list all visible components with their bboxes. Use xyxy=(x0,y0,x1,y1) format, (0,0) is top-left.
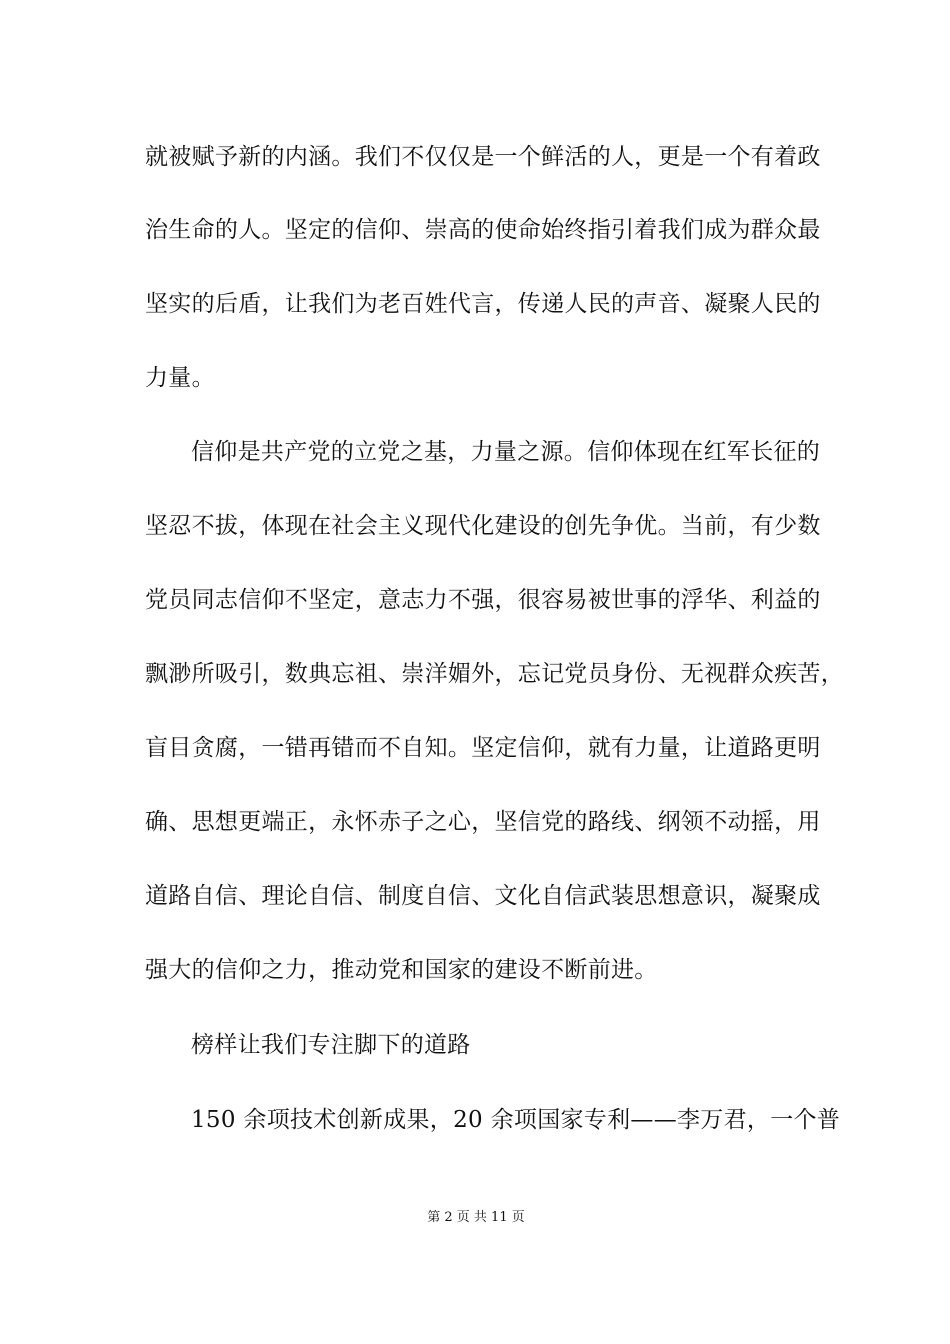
paragraph-first-line: 150 余项技术创新成果，20 余项国家专利——李万君，一个普 xyxy=(191,1107,841,1133)
body-text-line: 就被赋予新的内涵。我们不仅仅是一个鲜活的人，更是一个有着政 xyxy=(145,144,821,170)
page-footer xyxy=(0,1209,950,1227)
body-text-line: 力量。 xyxy=(145,365,215,391)
page-number: 第 2 页 共 11 页 xyxy=(427,1210,525,1225)
body-text-line: 坚实的后盾，让我们为老百姓代言，传递人民的声音、凝聚人民的 xyxy=(145,291,821,317)
section-heading: 榜样让我们专注脚下的道路 xyxy=(191,1032,471,1058)
paragraph-first-line: 信仰是共产党的立党之基，力量之源。信仰体现在红军长征的 xyxy=(191,439,821,465)
body-text-line: 确、思想更端正，永怀赤子之心，坚信党的路线、纲领不动摇，用 xyxy=(145,809,821,835)
body-text-line: 道路自信、理论自信、制度自信、文化自信武装思想意识，凝聚成 xyxy=(145,883,821,909)
body-text-line: 盲目贪腐，一错再错而不自知。坚定信仰，就有力量，让道路更明 xyxy=(145,735,821,761)
body-text-line: 坚忍不拔，体现在社会主义现代化建设的创先争优。当前，有少数 xyxy=(145,513,821,539)
body-text-line: 党员同志信仰不坚定，意志力不强，很容易被世事的浮华、利益的 xyxy=(145,587,821,613)
body-text-line: 治生命的人。坚定的信仰、崇高的使命始终指引着我们成为群众最 xyxy=(145,217,821,243)
body-text-line: 强大的信仰之力，推动党和国家的建设不断前进。 xyxy=(145,957,658,983)
body-text-line: 飘渺所吸引，数典忘祖、崇洋媚外，忘记党员身份、无视群众疾苦， xyxy=(145,661,844,687)
